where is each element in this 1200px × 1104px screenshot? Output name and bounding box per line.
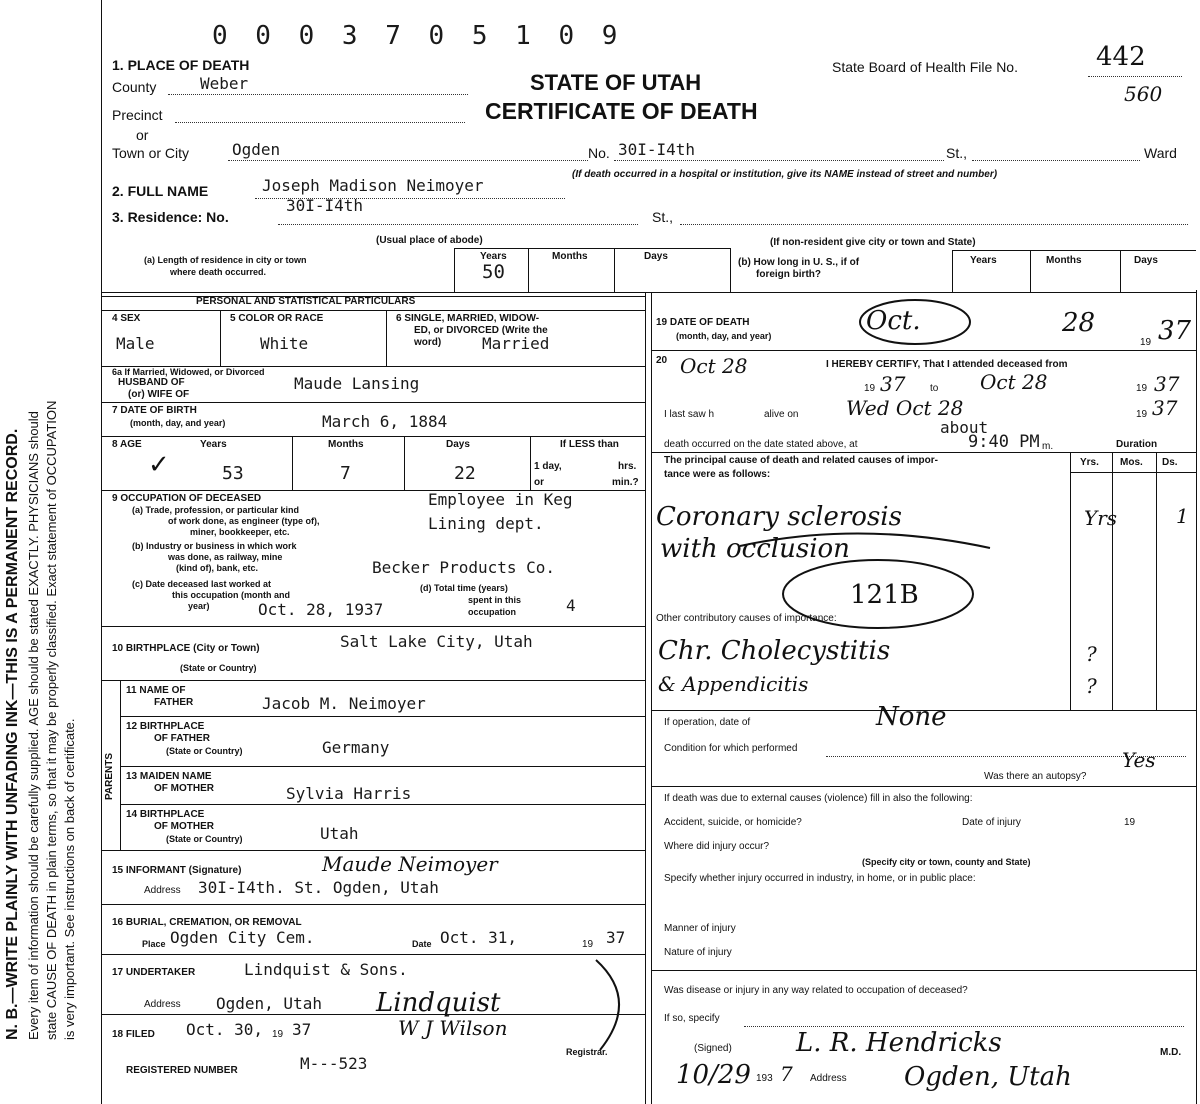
attended-from: Oct 28: [680, 354, 748, 378]
place-of-death-label: 1. PLACE OF DEATH: [112, 57, 250, 73]
to-year: 37: [1154, 372, 1180, 396]
contributory-cause-2: & Appendicitis: [658, 672, 809, 696]
operation-value: None: [876, 702, 947, 732]
death-year: 37: [1158, 316, 1192, 346]
filed-year: 37: [292, 1020, 312, 1039]
father-value: Jacob M. Neimoyer: [262, 694, 426, 713]
registered-number: M---523: [300, 1054, 368, 1073]
undertaker-address: Ogden, Utah: [216, 994, 322, 1013]
attended-to: Oct 28: [980, 370, 1048, 394]
cause-code: 121B: [850, 580, 919, 610]
full-name-value: Joseph Madison Neimoyer: [262, 176, 484, 195]
last-worked-value: Oct. 28, 1937: [258, 600, 384, 619]
informant-address: 30I-I4th. St. Ogden, Utah: [198, 878, 439, 897]
undertaker-signature: Lindquist: [376, 988, 501, 1018]
physician-signature: L. R. Hendricks: [796, 1028, 1002, 1058]
cause-duration-days: 1: [1176, 504, 1189, 528]
signed-date: 10/29: [676, 1060, 751, 1090]
permanent-record-note: N. B.—WRITE PLAINLY WITH UNFADING INK—THIS IS A PERMANENT RECORD.: [4, 428, 21, 1040]
death-time: 9:40 PM: [968, 432, 1040, 452]
signed-year: 7: [780, 1062, 793, 1086]
contributory-duration-2: ?: [1086, 674, 1097, 698]
from-year: 37: [880, 372, 906, 396]
last-saw-date: Wed Oct 28: [846, 396, 964, 420]
birthplace-value: Salt Lake City, Utah: [340, 632, 533, 651]
dob-value: March 6, 1884: [322, 412, 448, 431]
informant-signature: Maude Neimoyer: [322, 852, 498, 876]
age-months: 7: [340, 463, 351, 484]
residence-years: 50: [482, 261, 505, 283]
industry-value: Becker Products Co.: [372, 558, 556, 577]
town-value: Ogden: [232, 140, 281, 159]
cause-of-death-2: with occlusion: [660, 534, 850, 564]
instruction-line-1: Every item of information should be carefully supplied. AGE should be stated EXACTLY. PHYSICIANS should: [26, 411, 41, 1040]
state-heading: STATE OF UTAH: [530, 70, 702, 95]
certificate-title: CERTIFICATE OF DEATH: [485, 98, 758, 124]
last-saw-year: 37: [1152, 396, 1178, 420]
burial-date: Oct. 31,: [440, 928, 518, 947]
filed-date: Oct. 30,: [186, 1020, 264, 1039]
file-no: 442: [1096, 42, 1146, 72]
cause-duration-yrs: Yrs: [1084, 506, 1118, 530]
age-years: 53: [222, 463, 244, 484]
hospital-note: (If death occurred in a hospital or institution, give its NAME instead of street and number): [572, 169, 998, 180]
occupation-line-1: Employee in Keg: [428, 490, 573, 509]
contributory-cause-1: Chr. Cholecystitis: [658, 636, 891, 666]
burial-place: Ogden City Cem.: [170, 928, 315, 947]
total-time-value: 4: [566, 596, 576, 615]
race-value: White: [260, 334, 309, 353]
occupation-line-2: Lining dept.: [428, 514, 544, 533]
undertaker-value: Lindquist & Sons.: [244, 960, 408, 979]
county-value: Weber: [200, 74, 249, 93]
autopsy-value: Yes: [1122, 748, 1156, 772]
file-no-label: State Board of Health File No.: [832, 59, 1018, 75]
burial-year: 37: [606, 928, 626, 947]
mother-birthplace-value: Utah: [320, 824, 359, 843]
physician-address: Ogden, Utah: [904, 1062, 1072, 1092]
instruction-line-3: is very important. See instructions on back of certificate.: [62, 718, 77, 1040]
parents-label: PARENTS: [104, 752, 115, 800]
sex-value: Male: [116, 334, 155, 353]
contributory-duration-1: ?: [1086, 642, 1097, 666]
spouse-value: Maude Lansing: [294, 374, 420, 393]
residence-value: 30I-I4th: [286, 196, 364, 215]
about-label: about: [940, 418, 989, 437]
serial-number: 0 0 0 3 7 0 5 1 0 9: [212, 21, 624, 51]
marital-value: Married: [482, 334, 550, 353]
death-day: 28: [1062, 308, 1096, 338]
age-days: 22: [454, 463, 476, 484]
instruction-line-2: state CAUSE OF DEATH in plain terms, so that it may be properly classified. Exact statement of OCCUPATION: [44, 400, 59, 1040]
full-name-label: 2. FULL NAME: [112, 183, 209, 199]
residence-label: 3. Residence: No.: [112, 209, 229, 225]
registrar-signature: W J Wilson: [398, 1016, 508, 1040]
street-no-value: 30I-I4th: [618, 140, 696, 159]
cause-of-death-1: Coronary sclerosis: [656, 502, 902, 532]
father-birthplace-value: Germany: [322, 738, 390, 757]
checkmark: ✓: [148, 450, 170, 480]
mother-value: Sylvia Harris: [286, 784, 412, 803]
file-no-secondary: 560: [1124, 82, 1163, 106]
personal-heading: PERSONAL AND STATISTICAL PARTICULARS: [196, 296, 416, 307]
death-month: Oct.: [866, 306, 921, 336]
